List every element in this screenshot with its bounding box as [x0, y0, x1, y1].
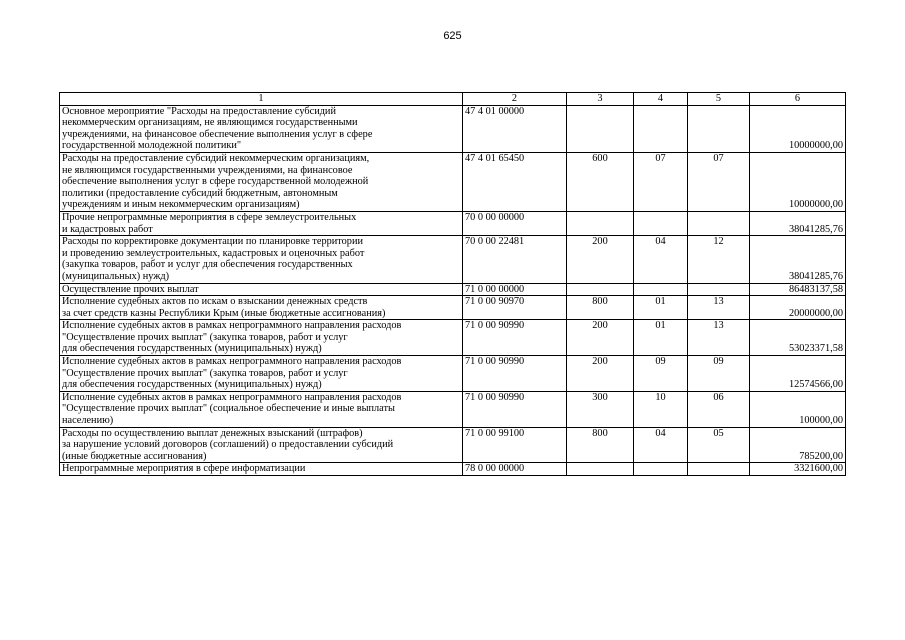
description-line: некоммерческим организациям, не являющимся государственными: [62, 117, 358, 129]
row-description: [60, 356, 463, 392]
expense-type-code: [567, 283, 634, 296]
description-line: за счет средств казны Республики Крым (иные бюджетные ассигнования): [62, 307, 386, 319]
table-row: [60, 427, 846, 463]
section-code: [634, 463, 688, 476]
expense-type-code: 300: [567, 391, 634, 427]
table-row: [60, 463, 846, 476]
row-description: [60, 283, 463, 296]
amount: 100000,00: [750, 391, 846, 427]
description-line: Расходы на предоставление субсидий некоммерческим организациям,: [62, 152, 370, 164]
description-line: Прочие непрограммные мероприятия в сфере землеустроительных: [62, 211, 357, 223]
description-line: обеспечение выполнения услуг в сфере государственной молодежной: [62, 176, 369, 188]
expense-type-code: 200: [567, 320, 634, 356]
description-line: "Осуществление прочих выплат" (социальное обеспечение и иные выплаты: [62, 403, 395, 415]
expense-type-code: 600: [567, 152, 634, 211]
target-article-code: 47 4 01 00000: [463, 105, 567, 152]
row-description: [60, 236, 463, 283]
subsection-code: 12: [688, 236, 750, 283]
row-description: [60, 296, 463, 320]
expense-type-code: 800: [567, 296, 634, 320]
expense-type-code: [567, 105, 634, 152]
row-description: [60, 152, 463, 211]
target-article-code: 71 0 00 90990: [463, 320, 567, 356]
row-description: [60, 320, 463, 356]
header-cell-1: 1: [60, 93, 463, 106]
description-line: не являющимся государственными учреждениями, на финансовое: [62, 164, 353, 176]
table-row: [60, 105, 846, 152]
amount: 785200,00: [750, 427, 846, 463]
description-line: населению): [62, 415, 114, 427]
description-line: и кадастровых работ: [62, 223, 153, 235]
amount: 38041285,76: [750, 236, 846, 283]
section-code: 01: [634, 320, 688, 356]
section-code: [634, 283, 688, 296]
amount: 20000000,00: [750, 296, 846, 320]
target-article-code: 71 0 00 00000: [463, 283, 567, 296]
description-line: Расходы по корректировке документации по планировке территории: [62, 236, 363, 248]
row-description: [60, 463, 463, 476]
description-line: для обеспечения государственных (муниципальных) нужд): [62, 379, 322, 391]
section-code: 09: [634, 356, 688, 392]
amount: 12574566,00: [750, 356, 846, 392]
table-row: [60, 296, 846, 320]
amount: 3321600,00: [750, 463, 846, 476]
subsection-code: [688, 211, 750, 235]
expense-type-code: [567, 211, 634, 235]
target-article-code: 47 4 01 65450: [463, 152, 567, 211]
description-line: Основное мероприятие "Расходы на предоставление субсидий: [62, 105, 336, 117]
page-number: 625: [443, 30, 462, 42]
table-row: [60, 211, 846, 235]
row-description: [60, 427, 463, 463]
subsection-code: [688, 283, 750, 296]
description-line: Осуществление прочих выплат: [62, 283, 199, 295]
expense-type-code: 800: [567, 427, 634, 463]
description-line: "Осуществление прочих выплат" (закупка товаров, работ и услуг: [62, 367, 348, 379]
description-line: (муниципальных) нужд): [62, 270, 170, 282]
description-line: "Осуществление прочих выплат" (закупка товаров, работ и услуг: [62, 331, 348, 343]
description-line: Исполнение судебных актов в рамках непрограммного направления расходов: [62, 320, 402, 332]
description-line: (закупка товаров, работ и услуг для обеспечения государственных: [62, 259, 353, 271]
target-article-code: 71 0 00 99100: [463, 427, 567, 463]
amount: 38041285,76: [750, 211, 846, 235]
row-description: [60, 105, 463, 152]
header-cell-4: 4: [634, 93, 688, 106]
description-line: политики (предоставление субсидий бюджетным, автономным: [62, 187, 338, 199]
expense-type-code: 200: [567, 236, 634, 283]
target-article-code: 78 0 00 00000: [463, 463, 567, 476]
subsection-code: 05: [688, 427, 750, 463]
target-article-code: 71 0 00 90990: [463, 391, 567, 427]
amount: 86483137,58: [750, 283, 846, 296]
description-line: Исполнение судебных актов в рамках непрограммного направления расходов: [62, 391, 402, 403]
section-code: [634, 105, 688, 152]
description-line: учреждениями, на финансовое обеспечение выполнения услуг в сфере: [62, 128, 373, 140]
section-code: 04: [634, 427, 688, 463]
header-cell-6: 6: [750, 93, 846, 106]
amount: 10000000,00: [750, 105, 846, 152]
header-cell-5: 5: [688, 93, 750, 106]
section-code: 04: [634, 236, 688, 283]
table-row: [60, 283, 846, 296]
budget-table-body: [60, 93, 846, 476]
subsection-code: 06: [688, 391, 750, 427]
expense-type-code: 200: [567, 356, 634, 392]
amount: 10000000,00: [750, 152, 846, 211]
description-line: (иные бюджетные ассигнования): [62, 450, 207, 462]
table-row: [60, 236, 846, 283]
section-code: 01: [634, 296, 688, 320]
description-line: Непрограммные мероприятия в сфере информатизации: [62, 463, 306, 475]
description-line: государственной молодежной политики": [62, 140, 242, 152]
amount: 53023371,58: [750, 320, 846, 356]
description-line: Исполнение судебных актов по искам о взыскании денежных средств: [62, 296, 368, 308]
section-code: 07: [634, 152, 688, 211]
subsection-code: [688, 463, 750, 476]
header-row: [60, 93, 846, 106]
description-line: Расходы по осуществлению выплат денежных взысканий (штрафов): [62, 427, 363, 439]
target-article-code: 70 0 00 00000: [463, 211, 567, 235]
row-description: [60, 391, 463, 427]
description-line: за нарушение условий договоров (соглашений) о предоставлении субсидий: [62, 439, 394, 451]
subsection-code: 07: [688, 152, 750, 211]
description-line: и проведению землеустроительных, кадастровых и оценочных работ: [62, 247, 365, 259]
budget-table: [59, 92, 846, 476]
subsection-code: 13: [688, 296, 750, 320]
table-row: [60, 320, 846, 356]
expense-type-code: [567, 463, 634, 476]
section-code: 10: [634, 391, 688, 427]
table-row: [60, 356, 846, 392]
target-article-code: 71 0 00 90970: [463, 296, 567, 320]
target-article-code: 71 0 00 90990: [463, 356, 567, 392]
table-row: [60, 391, 846, 427]
row-description: [60, 211, 463, 235]
subsection-code: 13: [688, 320, 750, 356]
header-cell-3: 3: [567, 93, 634, 106]
subsection-code: [688, 105, 750, 152]
description-line: Исполнение судебных актов в рамках непрограммного направления расходов: [62, 356, 402, 368]
header-cell-2: 2: [463, 93, 567, 106]
target-article-code: 70 0 00 22481: [463, 236, 567, 283]
table-row: [60, 152, 846, 211]
description-line: для обеспечения государственных (муниципальных) нужд): [62, 343, 322, 355]
subsection-code: 09: [688, 356, 750, 392]
description-line: учреждениям и иным некоммерческим организациям): [62, 199, 300, 211]
section-code: [634, 211, 688, 235]
